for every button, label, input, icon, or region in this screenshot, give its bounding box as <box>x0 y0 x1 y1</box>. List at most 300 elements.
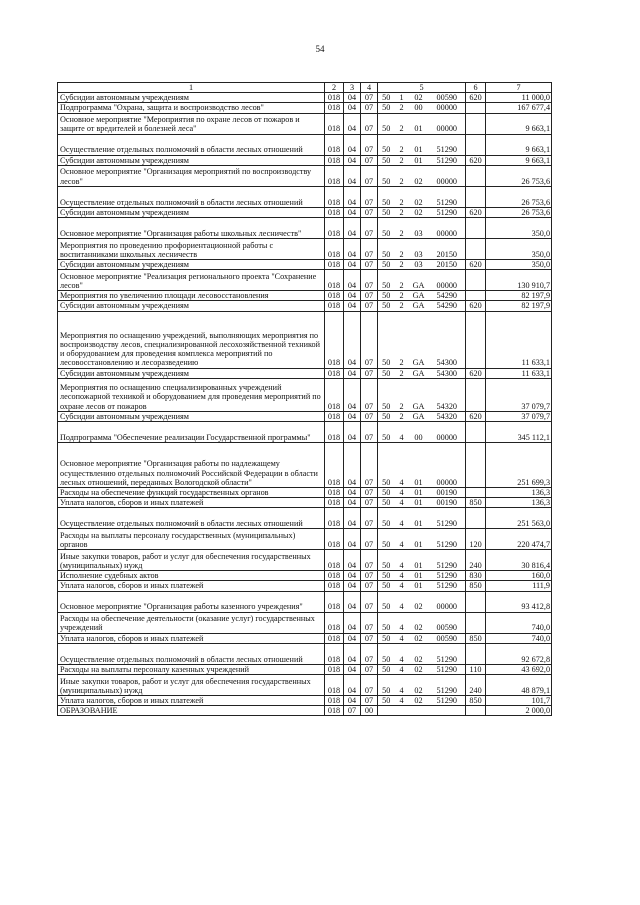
row-name: Исполнение судебных актов <box>58 571 325 581</box>
table-row <box>58 238 552 259</box>
row-code-ministry: 018 <box>325 238 344 259</box>
table-row <box>58 571 552 581</box>
row-code-subprogram: 4 <box>395 675 409 696</box>
row-code-program: 50 <box>378 675 395 696</box>
row-code-event: GA <box>409 270 429 291</box>
row-code-direction: 00590 <box>429 633 466 643</box>
row-amount: 251 563,0 <box>486 508 552 529</box>
row-code-event <box>409 706 429 716</box>
row-amount: 43 692,0 <box>486 664 552 674</box>
row-code-ministry: 018 <box>325 165 344 186</box>
row-code-event: 02 <box>409 612 429 633</box>
row-name: Осуществление отдельных полномочий в области лесных отношений <box>58 508 325 529</box>
row-code-expense-type <box>466 378 486 411</box>
row-code-program <box>378 706 395 716</box>
header-row <box>58 83 552 93</box>
row-name: Субсидии автономным учреждениям <box>58 93 325 103</box>
row-amount: 93 412,8 <box>486 591 552 612</box>
row-code-section: 04 <box>344 696 361 706</box>
row-code-program: 50 <box>378 378 395 411</box>
row-code-section: 04 <box>344 378 361 411</box>
row-code-section: 04 <box>344 113 361 134</box>
row-code-direction: 51290 <box>429 207 466 217</box>
row-code-event: 02 <box>409 633 429 643</box>
row-code-program: 50 <box>378 411 395 421</box>
row-code-section: 04 <box>344 529 361 550</box>
row-code-program: 50 <box>378 238 395 259</box>
row-code-subprogram: 4 <box>395 498 409 508</box>
row-code-subsection: 07 <box>361 442 378 487</box>
row-code-program: 50 <box>378 498 395 508</box>
row-amount: 26 753,6 <box>486 165 552 186</box>
row-code-event: 03 <box>409 238 429 259</box>
row-code-program: 50 <box>378 291 395 301</box>
row-code-direction: 51290 <box>429 508 466 529</box>
row-code-subsection: 07 <box>361 134 378 155</box>
row-code-section: 04 <box>344 311 361 368</box>
row-code-subprogram: 4 <box>395 633 409 643</box>
row-amount: 82 197,9 <box>486 301 552 311</box>
table-row <box>58 487 552 497</box>
row-code-subprogram: 2 <box>395 207 409 217</box>
row-code-section: 04 <box>344 238 361 259</box>
row-code-program: 50 <box>378 664 395 674</box>
row-code-program: 50 <box>378 113 395 134</box>
row-code-subprogram: 4 <box>395 571 409 581</box>
table-row <box>58 134 552 155</box>
row-code-program: 50 <box>378 696 395 706</box>
row-code-expense-type: 620 <box>466 411 486 421</box>
row-code-subprogram: 2 <box>395 134 409 155</box>
row-code-section: 04 <box>344 612 361 633</box>
row-code-subsection: 07 <box>361 301 378 311</box>
row-code-event: 01 <box>409 442 429 487</box>
row-code-section: 04 <box>344 155 361 165</box>
row-code-ministry: 018 <box>325 207 344 217</box>
table-row <box>58 643 552 664</box>
row-code-ministry: 018 <box>325 508 344 529</box>
row-code-event: GA <box>409 311 429 368</box>
row-amount: 11 633,1 <box>486 368 552 378</box>
row-code-subprogram: 4 <box>395 529 409 550</box>
row-name: Уплата налогов, сборов и иных платежей <box>58 581 325 591</box>
row-amount: 101,7 <box>486 696 552 706</box>
row-code-subsection: 07 <box>361 643 378 664</box>
row-code-ministry: 018 <box>325 498 344 508</box>
row-code-program: 50 <box>378 155 395 165</box>
row-code-program: 50 <box>378 581 395 591</box>
row-code-subsection: 07 <box>361 571 378 581</box>
row-code-event: 01 <box>409 571 429 581</box>
row-name: Осуществление отдельных полномочий в области лесных отношений <box>58 186 325 207</box>
row-code-subprogram: 2 <box>395 155 409 165</box>
row-code-subprogram: 2 <box>395 113 409 134</box>
row-name: Подпрограмма "Обеспечение реализации Государственной программы" <box>58 421 325 442</box>
row-code-expense-type: 620 <box>466 155 486 165</box>
row-code-program: 50 <box>378 217 395 238</box>
row-code-ministry: 018 <box>325 696 344 706</box>
row-name: Мероприятия по оснащению специализированных учреждений лесопожарной техникой и оборудованием для проведения мероприятий по охране лесов от пожаров <box>58 378 325 411</box>
row-code-subsection: 07 <box>361 291 378 301</box>
row-amount: 11 633,1 <box>486 311 552 368</box>
table-row <box>58 270 552 291</box>
row-code-direction: 00000 <box>429 442 466 487</box>
row-code-program: 50 <box>378 442 395 487</box>
table-row <box>58 550 552 571</box>
row-code-event: GA <box>409 411 429 421</box>
row-code-ministry: 018 <box>325 186 344 207</box>
row-code-event: 01 <box>409 487 429 497</box>
header-col-2: 2 <box>325 83 344 93</box>
row-code-event: 01 <box>409 155 429 165</box>
row-name: Уплата налогов, сборов и иных платежей <box>58 498 325 508</box>
row-code-subsection: 07 <box>361 155 378 165</box>
row-code-subprogram: 4 <box>395 550 409 571</box>
row-amount: 740,0 <box>486 612 552 633</box>
row-code-direction: 54300 <box>429 368 466 378</box>
row-amount: 350,0 <box>486 238 552 259</box>
row-code-program: 50 <box>378 529 395 550</box>
row-code-expense-type <box>466 591 486 612</box>
row-code-section: 04 <box>344 291 361 301</box>
row-name: Осуществление отдельных полномочий в области лесных отношений <box>58 134 325 155</box>
row-code-expense-type: 240 <box>466 550 486 571</box>
row-code-subprogram: 2 <box>395 291 409 301</box>
row-code-event: GA <box>409 301 429 311</box>
row-code-subsection: 07 <box>361 664 378 674</box>
row-code-section: 04 <box>344 270 361 291</box>
table-row <box>58 591 552 612</box>
row-name: Расходы на выплаты персоналу государственных (муниципальных) органов <box>58 529 325 550</box>
row-code-expense-type <box>466 508 486 529</box>
table-row <box>58 411 552 421</box>
row-code-subprogram: 2 <box>395 165 409 186</box>
row-code-subsection: 07 <box>361 259 378 269</box>
row-amount: 2 000,0 <box>486 706 552 716</box>
row-code-program: 50 <box>378 368 395 378</box>
row-code-subsection: 07 <box>361 421 378 442</box>
table-row <box>58 165 552 186</box>
row-code-event: 02 <box>409 93 429 103</box>
row-code-event: 02 <box>409 186 429 207</box>
row-code-section: 04 <box>344 103 361 113</box>
row-name: Расходы на обеспечение функций государственных органов <box>58 487 325 497</box>
table-row <box>58 378 552 411</box>
row-code-expense-type: 620 <box>466 207 486 217</box>
row-code-subsection: 07 <box>361 378 378 411</box>
row-amount: 82 197,9 <box>486 291 552 301</box>
row-code-event: GA <box>409 378 429 411</box>
row-code-ministry: 018 <box>325 487 344 497</box>
row-code-section: 04 <box>344 217 361 238</box>
row-code-event: 03 <box>409 259 429 269</box>
header-col-1: 1 <box>58 83 325 93</box>
row-code-program: 50 <box>378 421 395 442</box>
row-name: Субсидии автономным учреждениям <box>58 259 325 269</box>
row-code-subsection: 07 <box>361 113 378 134</box>
row-amount: 37 079,7 <box>486 378 552 411</box>
row-name: Основное мероприятие "Организация мероприятий по воспроизводству лесов" <box>58 165 325 186</box>
row-code-subsection: 00 <box>361 706 378 716</box>
row-code-ministry: 018 <box>325 301 344 311</box>
row-code-event: 02 <box>409 591 429 612</box>
row-code-expense-type <box>466 291 486 301</box>
row-code-program: 50 <box>378 550 395 571</box>
table-row <box>58 259 552 269</box>
table-row <box>58 612 552 633</box>
row-code-program: 50 <box>378 134 395 155</box>
row-amount: 160,0 <box>486 571 552 581</box>
row-code-section: 04 <box>344 498 361 508</box>
row-code-expense-type <box>466 165 486 186</box>
row-name: Субсидии автономным учреждениям <box>58 368 325 378</box>
row-code-expense-type <box>466 421 486 442</box>
row-code-expense-type: 850 <box>466 696 486 706</box>
row-code-direction: 51290 <box>429 675 466 696</box>
row-code-expense-type <box>466 311 486 368</box>
header-col-6: 6 <box>466 83 486 93</box>
row-code-expense-type <box>466 103 486 113</box>
row-code-subsection: 07 <box>361 612 378 633</box>
row-code-subprogram: 4 <box>395 508 409 529</box>
table-row <box>58 706 552 716</box>
row-code-ministry: 018 <box>325 664 344 674</box>
table-row <box>58 93 552 103</box>
table-row <box>58 113 552 134</box>
table-row <box>58 311 552 368</box>
header-col-5: 5 <box>378 83 466 93</box>
row-code-section: 04 <box>344 134 361 155</box>
row-code-section: 04 <box>344 643 361 664</box>
row-code-subsection: 07 <box>361 411 378 421</box>
row-name: Основное мероприятие "Организация работы по надлежащему осуществлению отдельных полномочий Российской Федерации в области лесных отношений, переданных Вологодской области" <box>58 442 325 487</box>
row-code-expense-type <box>466 442 486 487</box>
row-code-direction: 00000 <box>429 103 466 113</box>
row-code-expense-type <box>466 238 486 259</box>
row-code-section: 04 <box>344 259 361 269</box>
row-name: Субсидии автономным учреждениям <box>58 411 325 421</box>
table-row <box>58 498 552 508</box>
row-name: Иные закупки товаров, работ и услуг для обеспечения государственных (муниципальных) нужд <box>58 550 325 571</box>
row-code-ministry: 018 <box>325 421 344 442</box>
row-code-direction: 51290 <box>429 550 466 571</box>
row-amount: 220 474,7 <box>486 529 552 550</box>
row-name: Основное мероприятие "Организация работы школьных лесничеств" <box>58 217 325 238</box>
row-code-ministry: 018 <box>325 155 344 165</box>
row-code-section: 04 <box>344 207 361 217</box>
row-code-expense-type: 120 <box>466 529 486 550</box>
row-code-subprogram: 4 <box>395 487 409 497</box>
row-code-direction <box>429 706 466 716</box>
row-code-subprogram: 4 <box>395 643 409 664</box>
row-name: Уплата налогов, сборов и иных платежей <box>58 633 325 643</box>
row-code-event: 02 <box>409 675 429 696</box>
row-code-direction: 51290 <box>429 186 466 207</box>
row-code-direction: 00000 <box>429 113 466 134</box>
row-code-subprogram: 4 <box>395 696 409 706</box>
row-code-ministry: 018 <box>325 675 344 696</box>
row-code-direction: 00000 <box>429 165 466 186</box>
row-code-section: 04 <box>344 571 361 581</box>
row-code-direction: 54290 <box>429 301 466 311</box>
row-code-ministry: 018 <box>325 259 344 269</box>
row-code-expense-type: 850 <box>466 498 486 508</box>
row-code-ministry: 018 <box>325 134 344 155</box>
table-row <box>58 155 552 165</box>
row-code-event: GA <box>409 368 429 378</box>
row-code-program: 50 <box>378 301 395 311</box>
row-code-expense-type: 620 <box>466 368 486 378</box>
row-code-program: 50 <box>378 643 395 664</box>
row-code-direction: 51290 <box>429 529 466 550</box>
row-code-expense-type <box>466 612 486 633</box>
row-code-event: 01 <box>409 508 429 529</box>
header-col-3: 3 <box>344 83 361 93</box>
row-code-direction: 51290 <box>429 696 466 706</box>
row-code-ministry: 018 <box>325 706 344 716</box>
row-code-direction: 00590 <box>429 93 466 103</box>
row-code-section: 04 <box>344 487 361 497</box>
row-amount: 740,0 <box>486 633 552 643</box>
row-code-subsection: 07 <box>361 529 378 550</box>
row-code-section: 04 <box>344 186 361 207</box>
row-code-direction: 51290 <box>429 571 466 581</box>
row-code-event: 01 <box>409 113 429 134</box>
row-code-section: 04 <box>344 93 361 103</box>
row-code-section: 04 <box>344 368 361 378</box>
row-code-subprogram: 2 <box>395 411 409 421</box>
row-code-subprogram: 2 <box>395 368 409 378</box>
row-code-subsection: 07 <box>361 217 378 238</box>
row-code-subsection: 07 <box>361 103 378 113</box>
row-code-subprogram: 4 <box>395 581 409 591</box>
row-code-section: 04 <box>344 411 361 421</box>
row-code-event: 02 <box>409 664 429 674</box>
row-name: Мероприятия по увеличению площади лесовосстановления <box>58 291 325 301</box>
row-code-event: 00 <box>409 103 429 113</box>
table-row <box>58 696 552 706</box>
row-name: Мероприятия по оснащению учреждений, выполняющих мероприятия по воспроизводству лесов, специализированной лесохозяйственной техникой и оборудованием для проведения комплекса мероприятий по лесовосстановлению и лесоразведению <box>58 311 325 368</box>
row-code-program: 50 <box>378 103 395 113</box>
budget-table <box>57 82 552 716</box>
row-code-direction: 00190 <box>429 487 466 497</box>
row-code-direction: 51290 <box>429 155 466 165</box>
row-code-expense-type: 620 <box>466 93 486 103</box>
row-amount: 9 663,1 <box>486 134 552 155</box>
row-code-program: 50 <box>378 311 395 368</box>
row-code-ministry: 018 <box>325 612 344 633</box>
row-name: Осуществление отдельных полномочий в области лесных отношений <box>58 643 325 664</box>
row-code-expense-type: 850 <box>466 581 486 591</box>
row-amount: 350,0 <box>486 217 552 238</box>
row-code-section: 04 <box>344 508 361 529</box>
row-code-direction: 51290 <box>429 581 466 591</box>
table-body <box>58 93 552 716</box>
row-code-program: 50 <box>378 186 395 207</box>
row-code-event: 01 <box>409 581 429 591</box>
row-code-ministry: 018 <box>325 643 344 664</box>
table-row <box>58 291 552 301</box>
row-code-expense-type <box>466 186 486 207</box>
row-code-section: 04 <box>344 664 361 674</box>
table-row <box>58 675 552 696</box>
table-row <box>58 633 552 643</box>
row-code-section: 04 <box>344 633 361 643</box>
row-amount: 92 672,8 <box>486 643 552 664</box>
row-code-subprogram: 2 <box>395 238 409 259</box>
row-code-subsection: 07 <box>361 591 378 612</box>
row-amount: 9 663,1 <box>486 155 552 165</box>
row-code-section: 04 <box>344 550 361 571</box>
row-code-event: 01 <box>409 134 429 155</box>
row-code-ministry: 018 <box>325 411 344 421</box>
row-code-subsection: 07 <box>361 675 378 696</box>
table-row <box>58 442 552 487</box>
row-name: Субсидии автономным учреждениям <box>58 207 325 217</box>
row-code-event: 01 <box>409 550 429 571</box>
row-name: Подпрограмма "Охрана, защита и воспроизводство лесов" <box>58 103 325 113</box>
row-code-expense-type <box>466 217 486 238</box>
row-code-direction: 20150 <box>429 238 466 259</box>
row-amount: 37 079,7 <box>486 411 552 421</box>
row-code-subsection: 07 <box>361 487 378 497</box>
row-code-program: 50 <box>378 508 395 529</box>
row-code-subprogram: 4 <box>395 612 409 633</box>
row-amount: 48 879,1 <box>486 675 552 696</box>
row-code-event: 02 <box>409 165 429 186</box>
row-code-ministry: 018 <box>325 442 344 487</box>
row-code-subsection: 07 <box>361 207 378 217</box>
row-code-ministry: 018 <box>325 633 344 643</box>
row-amount: 30 816,4 <box>486 550 552 571</box>
table-row <box>58 301 552 311</box>
row-code-section: 04 <box>344 421 361 442</box>
row-code-direction: 54290 <box>429 291 466 301</box>
row-code-event: 03 <box>409 217 429 238</box>
row-name: Субсидии автономным учреждениям <box>58 155 325 165</box>
row-code-subprogram: 4 <box>395 664 409 674</box>
row-code-direction: 51290 <box>429 643 466 664</box>
row-code-subprogram <box>395 706 409 716</box>
row-code-ministry: 018 <box>325 103 344 113</box>
row-code-expense-type <box>466 643 486 664</box>
row-code-ministry: 018 <box>325 311 344 368</box>
row-code-expense-type: 620 <box>466 301 486 311</box>
row-code-subprogram: 2 <box>395 186 409 207</box>
row-code-subsection: 07 <box>361 498 378 508</box>
row-code-program: 50 <box>378 571 395 581</box>
row-code-subprogram: 4 <box>395 591 409 612</box>
row-name: ОБРАЗОВАНИЕ <box>58 706 325 716</box>
table-row <box>58 217 552 238</box>
row-name: Основное мероприятие "Мероприятия по охране лесов от пожаров и защите от вредителей и болезней леса" <box>58 113 325 134</box>
row-code-subsection: 07 <box>361 238 378 259</box>
row-code-event: GA <box>409 291 429 301</box>
row-code-subprogram: 1 <box>395 93 409 103</box>
row-code-program: 50 <box>378 633 395 643</box>
row-code-direction: 51290 <box>429 664 466 674</box>
row-code-section: 04 <box>344 581 361 591</box>
row-code-section: 04 <box>344 675 361 696</box>
row-code-direction: 00000 <box>429 270 466 291</box>
row-code-direction: 00000 <box>429 217 466 238</box>
row-name: Расходы на выплаты персоналу казенных учреждений <box>58 664 325 674</box>
row-code-direction: 51290 <box>429 134 466 155</box>
row-code-subsection: 07 <box>361 368 378 378</box>
row-code-subsection: 07 <box>361 311 378 368</box>
row-code-direction: 00000 <box>429 591 466 612</box>
row-code-expense-type: 830 <box>466 571 486 581</box>
